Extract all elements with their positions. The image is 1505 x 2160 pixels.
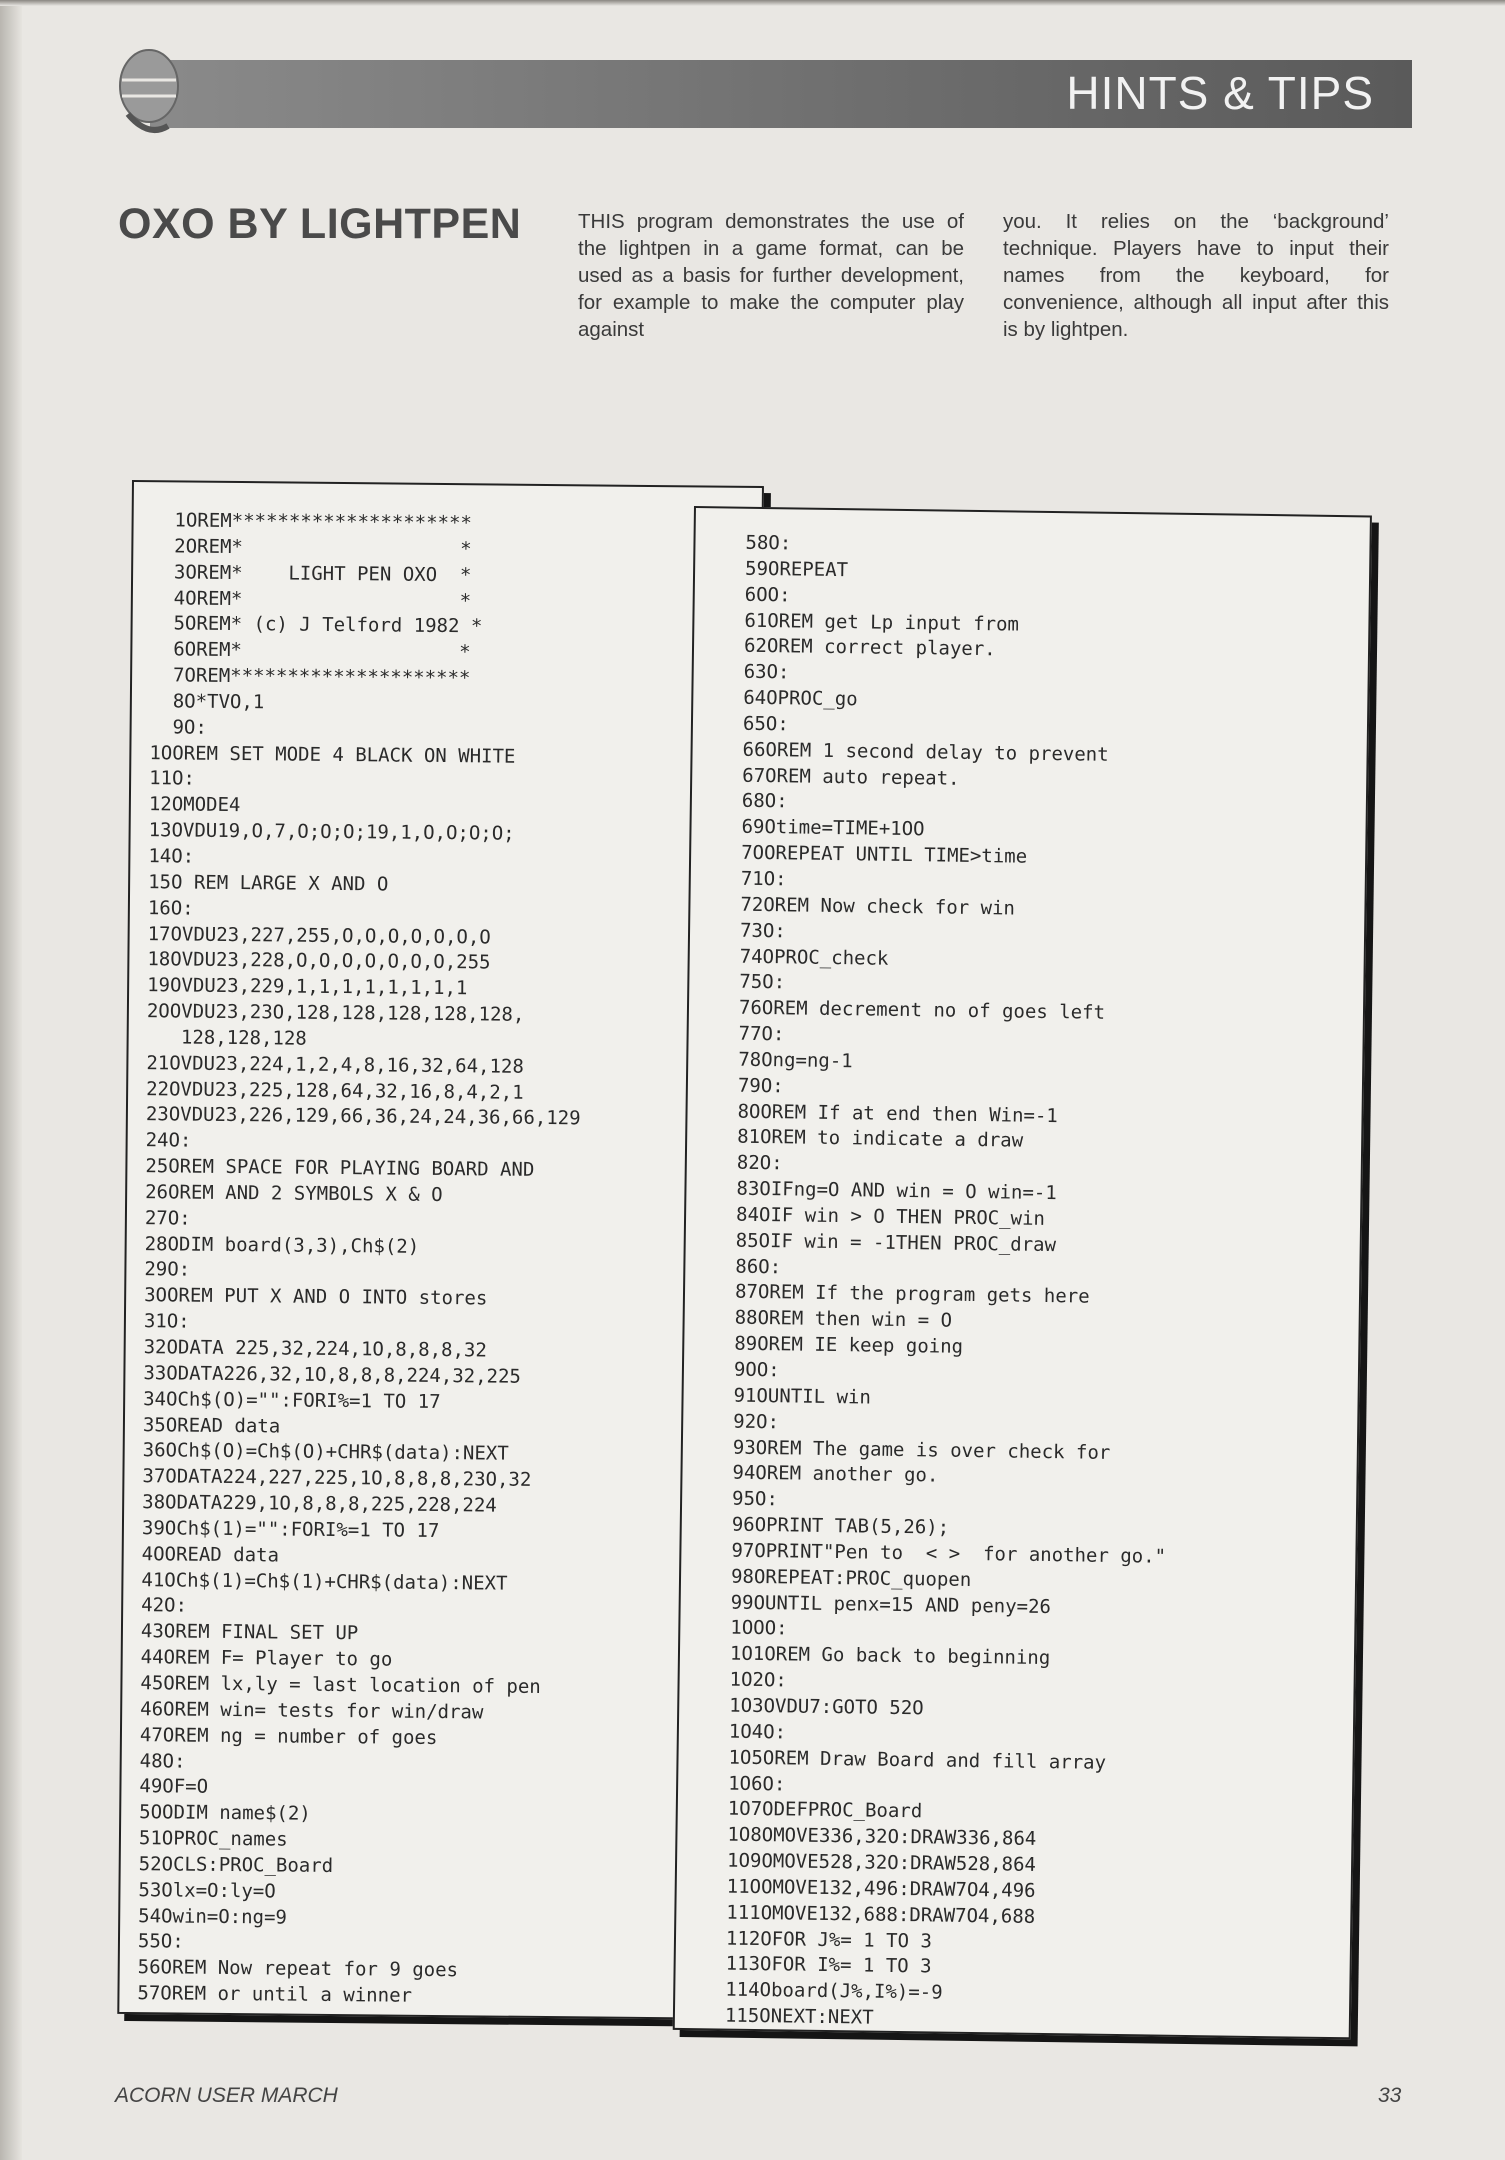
code-line: 44OREM F= Player to go <box>140 1646 393 1671</box>
code-line: 2OREM* * <box>151 535 472 561</box>
code-line: 27O: <box>144 1206 191 1230</box>
code-line: 3OOREM PUT X AND O INTO stores <box>144 1284 488 1310</box>
code-line: 1O7ODEFPROC_Board <box>727 1797 923 1823</box>
code-line: 18OVDU23,228,O,O,O,O,O,O,O,255 <box>147 948 491 974</box>
code-line: 81OREM to indicate a draw <box>737 1126 1024 1153</box>
code-line: 38ODATA229,1O,8,8,8,225,228,224 <box>142 1491 497 1517</box>
code-line: 48O: <box>139 1749 186 1773</box>
code-line: 62OREM correct player. <box>743 635 996 661</box>
code-line: 5OREM* (c) J Telford 1982 * <box>150 612 483 638</box>
code-line: 26OREM AND 2 SYMBOLS X & O <box>145 1181 443 1206</box>
code-line: 99OUNTIL penx=15 AND peny=26 <box>730 1591 1052 1618</box>
code-line: 21OVDU23,224,1,2,4,8,16,32,64,128 <box>146 1051 524 1078</box>
code-line: 11OOMOVE132,496:DRAW7O4,496 <box>726 1875 1036 1902</box>
code-line: 58O: <box>745 531 792 555</box>
page-top-edge <box>0 0 1505 6</box>
code-line: 69Otime=TIME+1OO <box>741 815 925 841</box>
code-line: 52OCLS:PROC_Board <box>138 1853 334 1877</box>
code-line: 35OREAD data <box>142 1413 281 1437</box>
article-title: OXO BY LIGHTPEN <box>118 200 522 248</box>
code-line: 1O5OREM Draw Board and fill array <box>728 1746 1107 1774</box>
code-line: 8O*TVO,1 <box>149 690 265 714</box>
footer-page-number: 33 <box>1378 2084 1402 2107</box>
code-line: 32ODATA 225,32,224,1O,8,8,8,32 <box>143 1336 487 1362</box>
code-line: 1OOREM SET MODE 4 BLACK ON WHITE <box>149 741 516 768</box>
code-line: 111OMOVE132,688:DRAW7O4,688 <box>726 1901 1036 1928</box>
code-line: 22OVDU23,225,128,64,32,16,8,4,2,1 <box>146 1077 524 1104</box>
code-lines-right <box>675 508 1370 2038</box>
code-line: 66OREM 1 second delay to prevent <box>742 738 1109 766</box>
code-line: 7OREM********************* <box>150 664 471 690</box>
code-line: 1O8OMOVE336,32O:DRAW336,864 <box>727 1823 1037 1851</box>
code-line: 75O: <box>739 971 786 994</box>
code-line: 1O1OREM Go back to beginning <box>729 1642 1051 1670</box>
code-line: 13OVDU19,O,7,O;O;O;19,1,O,O;O;O; <box>148 819 515 845</box>
code-line: 36OCh$(O)=Ch$(O)+CHR$(data):NEXT <box>142 1439 509 1466</box>
code-line: 96OPRINT TAB(5,26); <box>731 1513 950 1539</box>
code-line: 87OREM If the program gets here <box>734 1281 1090 1309</box>
code-line: 59OREPEAT <box>744 557 849 582</box>
section-title: HINTS & TIPS <box>1066 67 1374 119</box>
code-line: 1OREM********************* <box>151 509 473 535</box>
code-line: 55O: <box>137 1930 184 1953</box>
code-line: 71O: <box>740 867 787 891</box>
intro-paragraph-left: THIS program demonstrates the use of the lightpen in a game format, can be used as a basis for further development, for example to make the computer play against <box>578 210 964 341</box>
code-line: 1O6O: <box>728 1772 786 1795</box>
code-line: 15O REM LARGE X AND O <box>148 870 389 896</box>
code-line: 5OODIM name$(2) <box>139 1801 311 1825</box>
code-line: 94OREM another go. <box>732 1462 939 1487</box>
code-line: 46OREM win= tests for win/draw <box>140 1697 484 1724</box>
code-lines-left <box>119 482 762 2013</box>
code-line: 47OREM ng = number of goes <box>139 1723 438 1749</box>
code-line: 1OOO: <box>730 1617 788 1640</box>
code-line: 84OIF win > O THEN PROC_win <box>735 1203 1046 1230</box>
code-line: 95O: <box>731 1487 779 1511</box>
code-line: 54Owin=O:ng=9 <box>138 1904 288 1929</box>
code-line: 67OREM auto repeat. <box>742 764 960 790</box>
code-line: 39OCh$(1)="":FORI%=1 TO 17 <box>141 1517 440 1542</box>
page-spine-shadow <box>0 0 22 2160</box>
program-listing-left <box>117 480 764 2020</box>
code-line: 98OREPEAT:PROC_quopen <box>730 1565 972 1591</box>
code-line: 68O: <box>741 790 788 813</box>
code-line: 37ODATA224,227,225,1O,8,8,8,23O,32 <box>142 1465 532 1492</box>
code-line: 57OREM or until a winner <box>137 1982 413 2007</box>
code-line: 9O: <box>149 715 207 739</box>
code-line: 12OMODE4 <box>148 793 241 817</box>
code-line: 88OREM then win = O <box>734 1306 953 1332</box>
code-line: 89OREM IE keep going <box>734 1332 964 1358</box>
code-line: 6OO: <box>744 583 791 607</box>
code-line: 11O: <box>149 767 196 791</box>
code-line: 1O2O: <box>729 1668 787 1692</box>
code-line: 63O: <box>743 660 790 684</box>
code-line: 23OVDU23,226,129,66,36,24,24,36,66,129 <box>145 1103 581 1130</box>
code-line: 76OREM decrement no of goes left <box>738 996 1106 1024</box>
code-line: 24O: <box>145 1129 192 1152</box>
code-line: 82O: <box>736 1151 783 1175</box>
code-line: 9OO: <box>733 1358 780 1382</box>
footer-publication: ACORN USER MARCH <box>115 2084 338 2107</box>
code-line: 4OREM* * <box>150 586 472 612</box>
code-line: 115ONEXT:NEXT <box>724 2004 874 2029</box>
code-line: 112OFOR J%= 1 TO 3 <box>725 1927 933 1953</box>
code-line: 79O: <box>737 1074 784 1098</box>
code-line: 1O9OMOVE528,32O:DRAW528,864 <box>726 1849 1037 1876</box>
code-line: 16O: <box>147 896 194 920</box>
code-line: 56OREM Now repeat for 9 goes <box>137 1956 459 1982</box>
code-line: 7OOREPEAT UNTIL TIME>time <box>741 841 1028 868</box>
code-line: 33ODATA226,32,1O,8,8,8,224,32,225 <box>143 1361 522 1388</box>
code-line: 14O: <box>148 845 195 868</box>
code-line: 73O: <box>739 919 786 942</box>
code-line: 31O: <box>143 1310 190 1333</box>
code-line: 113OFOR I%= 1 TO 3 <box>725 1952 932 1978</box>
code-line: 8OOREM If at end then Win=-1 <box>737 1100 1058 1127</box>
code-line: 29O: <box>144 1258 191 1282</box>
code-line: 92O: <box>733 1410 780 1433</box>
code-line: 4OOREAD data <box>141 1542 280 1567</box>
code-line: 61OREM get Lp input from <box>744 609 1020 636</box>
intro-paragraph-right: you. It relies on the ‘background’ technique. Players have to input their names from the keyboard, for convenience, although all input after this is by lightpen. <box>1003 210 1389 341</box>
code-line: 1O4O: <box>728 1720 787 1744</box>
code-line: 65O: <box>742 712 789 736</box>
code-line: 64OPROC_go <box>743 686 858 711</box>
code-line: 1O3OVDU7:GOTO 52O <box>729 1694 924 1720</box>
code-line: 74OPROC_check <box>739 945 889 970</box>
code-line: 51OPROC_names <box>138 1827 288 1851</box>
code-line: 77O: <box>738 1022 785 1046</box>
code-line: 91OUNTIL win <box>733 1384 872 1409</box>
code-line: 114Oboard(J%,I%)=-9 <box>725 1978 943 2004</box>
code-line: 28ODIM board(3,3),Ch$(2) <box>144 1232 420 1258</box>
code-line: 85OIF win = -1THEN PROC_draw <box>735 1229 1057 1256</box>
code-line: 78Ong=ng-1 <box>738 1048 853 1073</box>
code-line: 6OREM* * <box>150 638 471 664</box>
code-line: 86O: <box>735 1255 782 1278</box>
code-line: 41OCh$(1)=Ch$(1)+CHR$(data):NEXT <box>141 1568 508 1595</box>
code-line: 83OIFng=O AND win = O win=-1 <box>736 1177 1057 1205</box>
code-line: 45OREM lx,ly = last location of pen <box>140 1672 541 1698</box>
code-line: 2OOVDU23,23O,128,128,128,128,128, <box>146 1000 525 1026</box>
code-line: 19OVDU23,229,1,1,1,1,1,1,1,1 <box>147 974 468 1000</box>
code-line: 97OPRINT"Pen to < > for another go." <box>731 1539 1167 1568</box>
program-listing-right <box>673 506 1372 2039</box>
code-line: 43OREM FINAL SET UP <box>140 1620 359 1645</box>
code-line: 25OREM SPACE FOR PLAYING BOARD AND <box>145 1155 535 1181</box>
code-line: 3OREM* LIGHT PEN OXO * <box>151 560 472 586</box>
code-line: 53Olx=O:ly=O <box>138 1878 276 1903</box>
code-line: 42O: <box>141 1594 188 1618</box>
section-header-band <box>150 60 1412 128</box>
code-line: 93OREM The game is over check for <box>732 1436 1111 1464</box>
code-line: 49OF=O <box>139 1775 209 1799</box>
code-line: 128,128,128 <box>146 1026 307 1050</box>
code-line: 72OREM Now check for win <box>740 893 1016 920</box>
code-line: 34OCh$(O)="":FORI%=1 TO 17 <box>143 1387 441 1413</box>
acorn-logo-icon <box>118 46 180 142</box>
code-line: 17OVDU23,227,255,O,O,O,O,O,O,O <box>147 922 491 948</box>
